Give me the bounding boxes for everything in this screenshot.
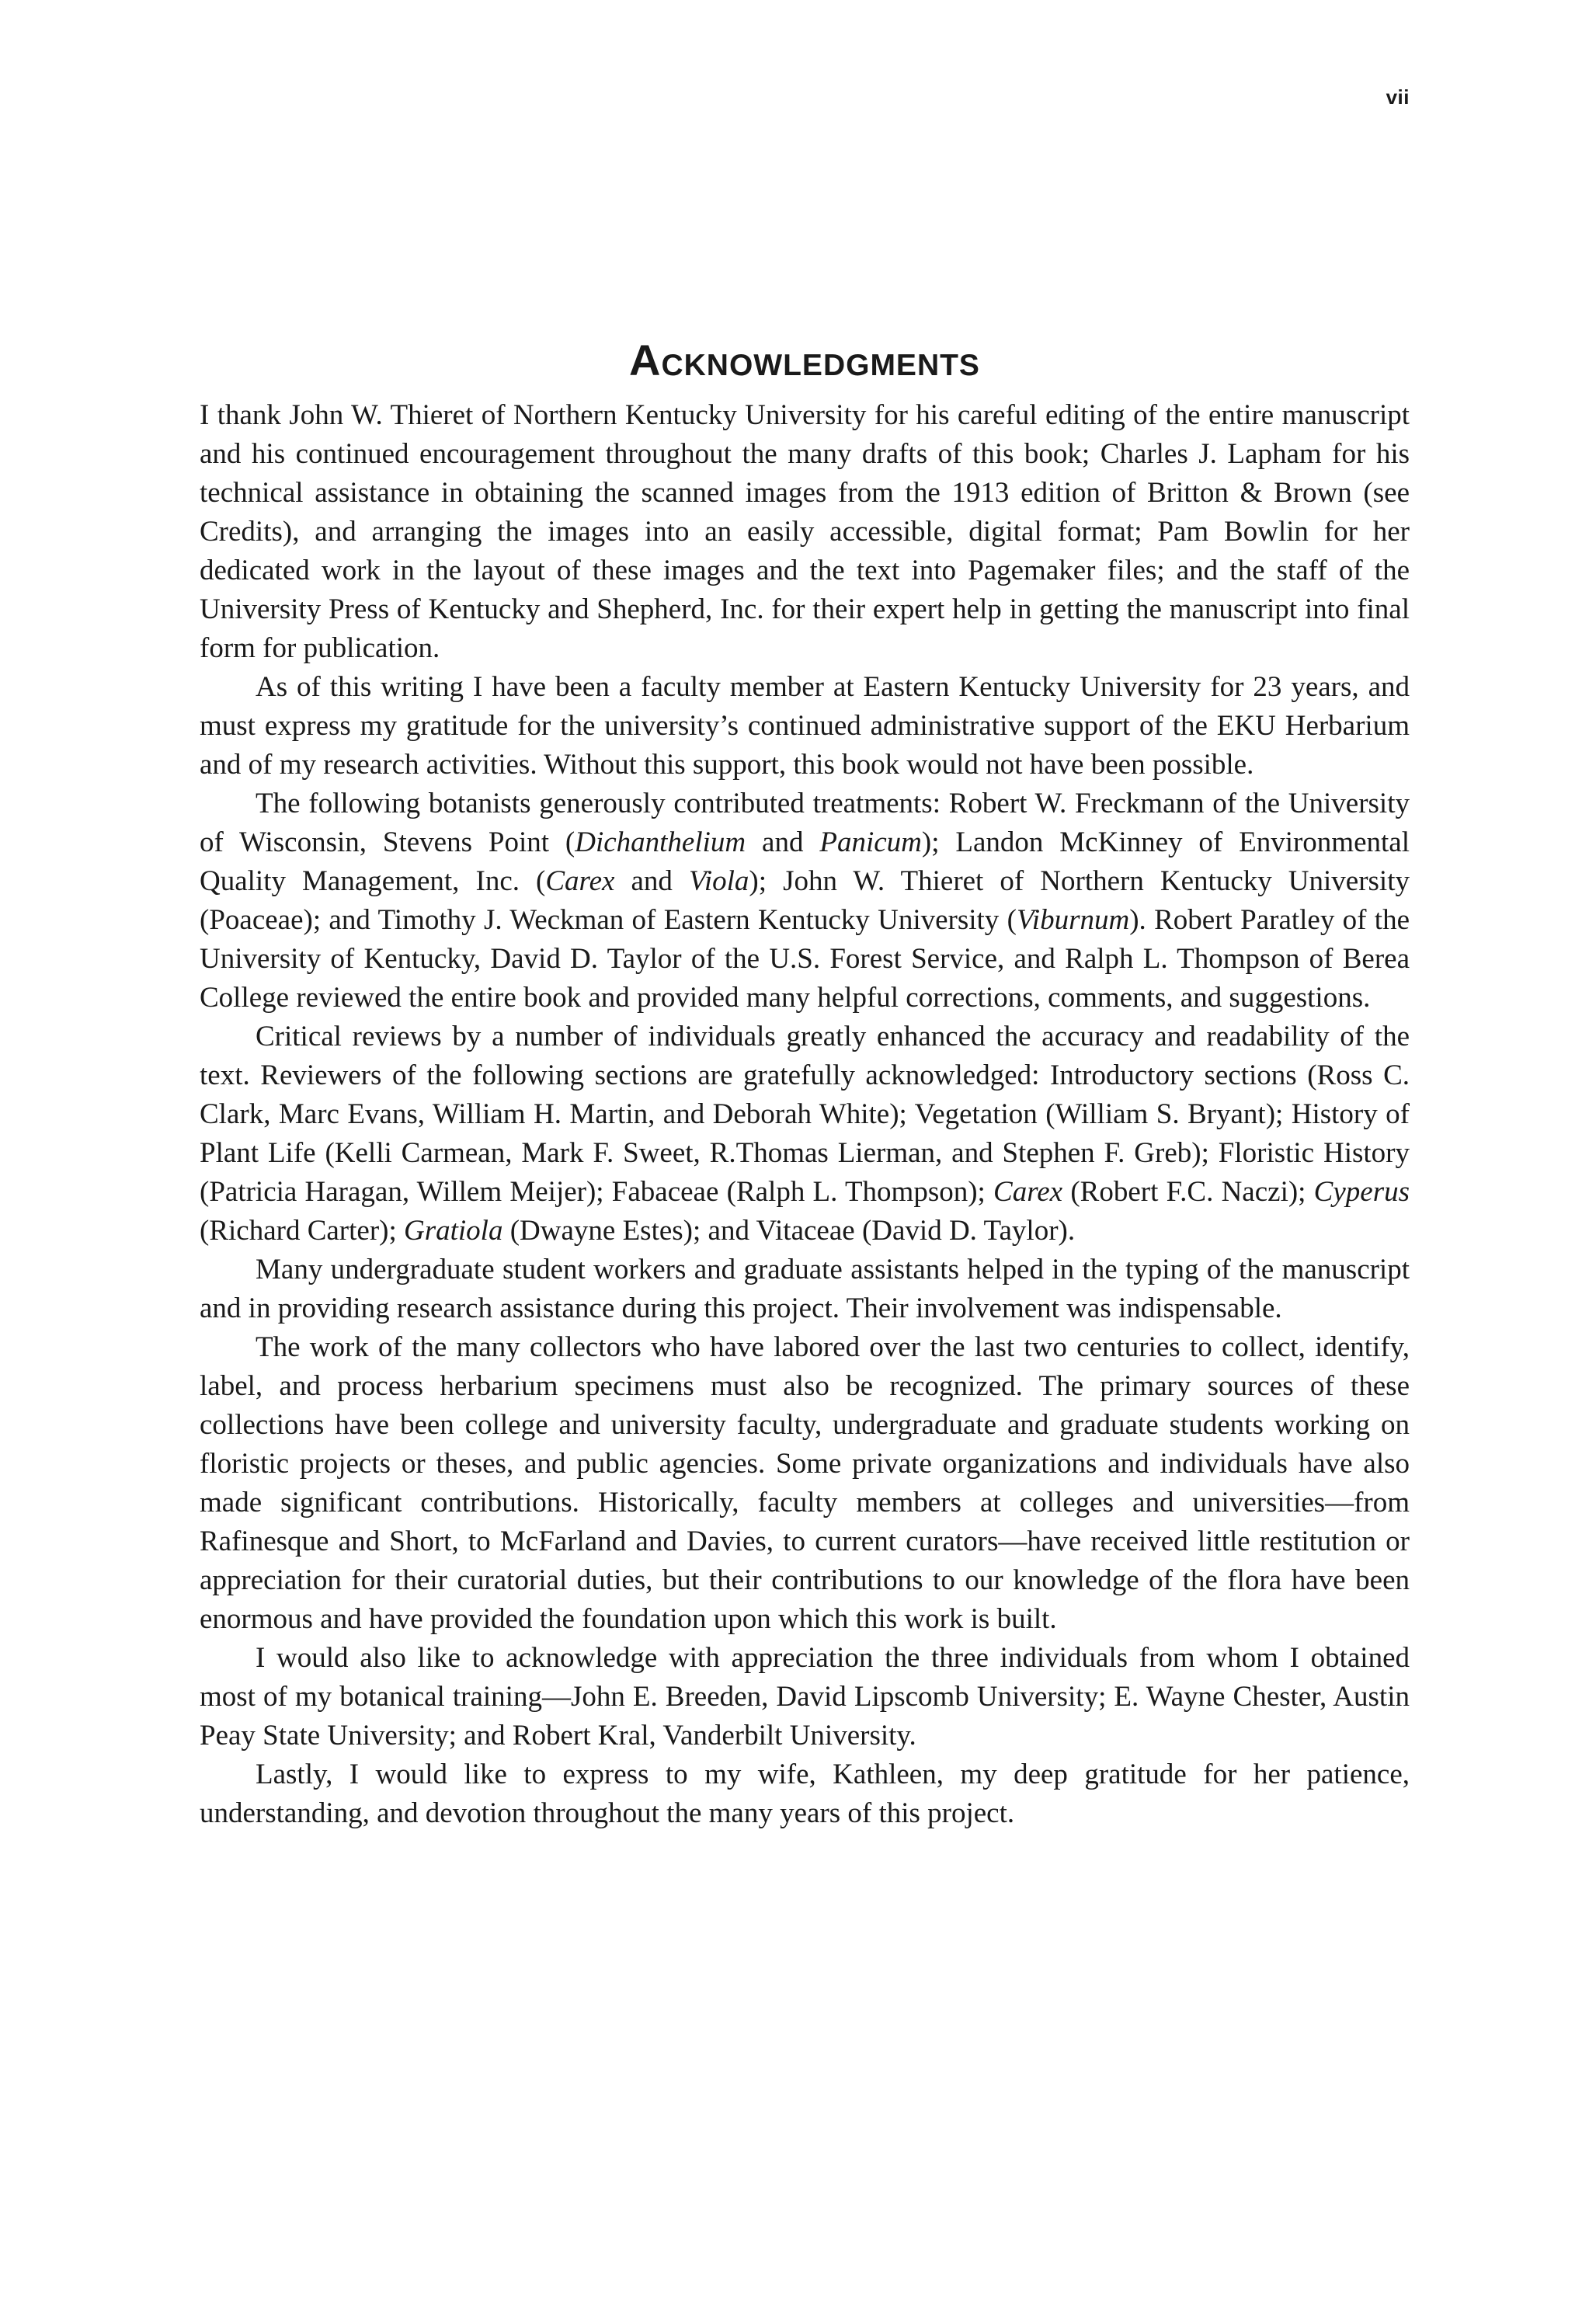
italic-taxon-name: Cyperus [1313, 1176, 1410, 1208]
paragraph [200, 784, 1410, 1018]
body-text [200, 396, 1410, 1833]
italic-taxon-name: Gratiola [404, 1215, 503, 1247]
paragraph [200, 1328, 1410, 1639]
text-run: and [614, 865, 689, 897]
paragraph [200, 1251, 1410, 1328]
paragraph [200, 396, 1410, 668]
italic-taxon-name: Carex [545, 865, 615, 897]
page-title: Acknowledgments [629, 336, 980, 384]
text-run: Many undergraduate student workers and graduate assistants helped in the typing of the manuscript and in providing research assistance during this project. Their involvement was indispensable. [200, 1254, 1410, 1324]
italic-taxon-name: Viola [688, 865, 749, 897]
text-run: Lastly, I would like to express to my wife, Kathleen, my deep gratitude for her patience, understanding, and devotion throughout the many years of this project. [200, 1759, 1410, 1829]
italic-taxon-name: Viburnum [1016, 904, 1130, 936]
text-run: ); Landon McKinney of Environmental Quality Management, Inc. ( [200, 826, 1410, 897]
paragraph [200, 668, 1410, 784]
text-run: (Dwayne Estes); and Vitaceae (David D. Taylor). [502, 1215, 1076, 1247]
italic-taxon-name: Dichanthelium [575, 826, 746, 858]
paragraph [200, 1639, 1410, 1755]
acknowledgments-section [200, 332, 1410, 1833]
text-run: As of this writing I have been a faculty member at Eastern Kentucky University for 23 years, and must express my gratitude for the university’s continued administrative support of the EKU Herbarium and of my research activities. Without this support, this book would not have been possible. [200, 671, 1410, 781]
text-run: (Richard Carter); [200, 1215, 404, 1247]
text-run: ). Robert Paratley of the University of Kentucky, David D. Taylor of the U.S. Forest Service, and Ralph L. Thompson of Berea College reviewed the entire book and provided many helpful corrections, comments, and suggestions. [200, 904, 1410, 1014]
italic-taxon-name: Carex [993, 1176, 1063, 1208]
text-run: (Robert F.C. Naczi); [1062, 1176, 1314, 1208]
text-run: The following botanists generously contributed treatments: Robert W. Freckmann of the University of Wisconsin, Stevens Point ( [200, 788, 1410, 858]
text-run: and [746, 826, 820, 858]
italic-taxon-name: Panicum [819, 826, 922, 858]
paragraph [200, 1755, 1410, 1833]
text-run: I would also like to acknowledge with appreciation the three individuals from whom I obtained most of my botanical training—John E. Breeden, David Lipscomb University; E. Wayne Chester, Austin Peay State University; and Robert Kral, Vanderbilt University. [200, 1642, 1410, 1752]
text-run: I thank John W. Thieret of Northern Kentucky University for his careful editing of the entire manuscript and his continued encouragement throughout the many drafts of this book; Charles J. Lapham for his technical assistance in obtaining the scanned images from the 1913 edition of Britton & Brown (see Credits), and arranging the images into an easily accessible, digital format; Pam Bowlin for her dedicated work in the layout of these images and the text into Pagemaker files; and the staff of the University Press of Kentucky and Shepherd, Inc. for their expert help in getting the manuscript into final form for publication. [200, 399, 1410, 664]
text-run: The work of the many collectors who have labored over the last two centuries to collect, identify, label, and process herbarium specimens must also be recognized. The primary sources of these collections have been college and university faculty, undergraduate and graduate students working on floristic projects or theses, and public agencies. Some private organizations and individuals have also made significant contributions. Historically, faculty members at colleges and universities—from Rafinesque and Short, to McFarland and Davies, to current curators—have received little restitution or appreciation for their curatorial duties, but their contributions to our knowledge of the flora have been enormous and have provided the foundation upon which this work is built. [200, 1331, 1410, 1635]
paragraph [200, 1018, 1410, 1251]
text-run: ); John W. Thieret of Northern Kentucky University (Poaceae); and Timothy J. Weckman of Eastern Kentucky University ( [200, 865, 1410, 936]
text-run: Critical reviews by a number of individuals greatly enhanced the accuracy and readability of the text. Reviewers of the following sections are gratefully acknowledged: Introductory sections (Ross C. Clark, Marc Evans, William H. Martin, and Deborah White); Vegetation (William S. Bryant); History of Plant Life (Kelli Carmean, Mark F. Sweet, R.Thomas Lierman, and Stephen F. Greb); Floristic History (Patricia Haragan, Willem Meijer); Fabaceae (Ralph L. Thompson); [200, 1021, 1410, 1208]
page-number: vii [1386, 85, 1410, 109]
